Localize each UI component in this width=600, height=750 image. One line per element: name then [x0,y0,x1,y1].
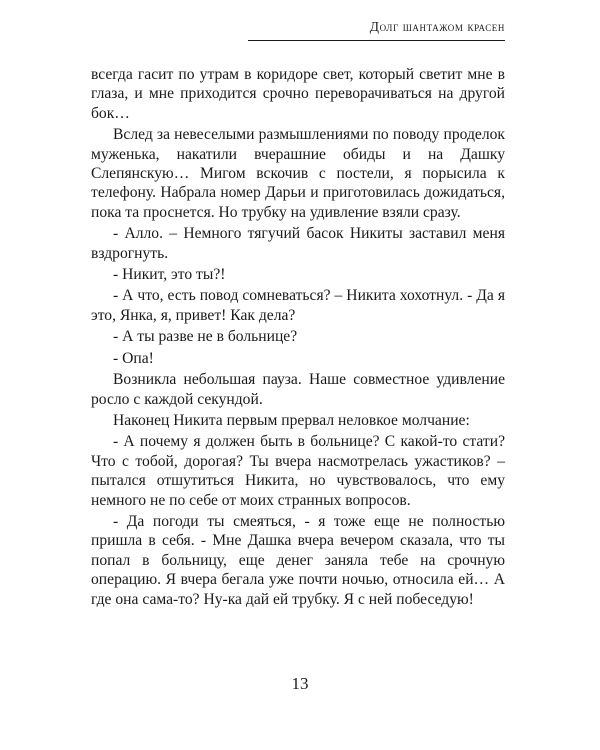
paragraph: Наконец Никита первым прервал неловкое молчание: [113,411,470,429]
paragraph: - А почему я должен быть в больнице? С какой-то стати? Что с тобой, дорогая? Ты вчера насмотрелась ужастиков? – пытался отшутиться Никита, но чувствовалось, что ему немного не по себе от моих странных вопросов. [91,433,505,509]
paragraph: - Да погоди ты смеяться, - я тоже еще не полностью пришла в себя. - Мне Дашка вчера вечером сказала, что ты попал в больницу, еще денег заняла тебе на срочную операцию. Я вчера бегала уже почти ночью, относила ей… А где она сама-то? Ну-ка дай ей трубку. Я с ней побеседую! [91,512,505,608]
page-number: 13 [291,674,309,693]
paragraph: всегда гасит по утрам в коридоре свет, который светит мне в глаза, и мне приходится срочно переворачиваться на другой бок… [91,66,505,122]
paragraph: - Алло. – Немного тягучий басок Никиты заставил меня вздрогнуть. [91,225,505,262]
paragraph: - А ты разве не в больнице? [113,328,298,346]
body-text [91,65,505,611]
paragraph: - Никит, это ты?! [113,266,226,284]
running-title: Долг шантажом красен [369,19,505,34]
header-rule [248,40,505,41]
paragraph: Возникла небольшая пауза. Наше совместное удивление росло с каждой секундой. [91,371,505,408]
running-header [248,18,505,40]
paragraph: Вслед за невеселыми размышлениями по поводу проделок муженька, накатили вчерашние обиды и на Дашку Слепянскую… Мигом вскочив с постели, я порысила к телефону. Набрала номер Дарьи и приготовилась дожидаться, пока та проснется. Но трубку на удивление взяли сразу. [91,126,505,221]
paragraph: - А что, есть повод сомневаться? – Никита хохотнул. - Да я это, Янка, я, привет! Как дела? [91,287,505,324]
paragraph: - Опа! [113,349,154,367]
